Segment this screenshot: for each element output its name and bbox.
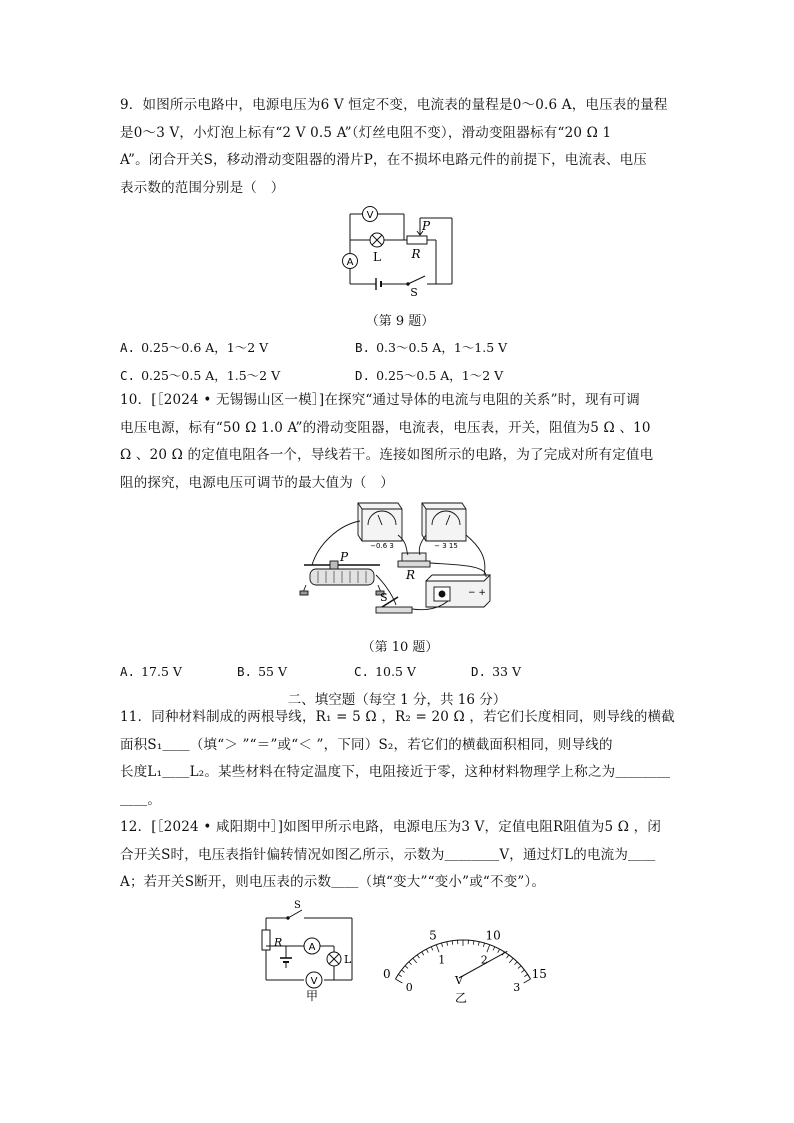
q10-apparatus-diagram xyxy=(298,495,498,630)
q12-figure-jia-label: 甲 xyxy=(305,989,319,1003)
q9-circuit-diagram xyxy=(330,200,470,299)
q12-resistor-label: R xyxy=(274,936,283,949)
dial-tick xyxy=(506,955,508,958)
option-letter: D. xyxy=(355,368,371,383)
dial-tick xyxy=(431,947,433,951)
option-letter: A. xyxy=(120,340,136,355)
q12-ammeter-label: A xyxy=(308,942,316,953)
dial-tick xyxy=(487,945,490,953)
q9-caption: （第 9 题） xyxy=(365,314,435,329)
q10-option-b[interactable] xyxy=(237,664,287,679)
q10-switch-label: S xyxy=(380,591,388,604)
question-12-text xyxy=(120,814,680,897)
q12-line: A；若开关S断开，则电压表的示数＿＿（填“变大”“变小”或“不变”）。 xyxy=(120,874,546,890)
dial-tick xyxy=(478,942,479,946)
q12-dial-unit: V xyxy=(455,974,463,987)
dial-inner-tick-label: 2 xyxy=(480,953,488,967)
q12-line: 12．[［2024 • 咸阳期中］]如图甲所示电路，电源电压为3 V，定值电阻R阻值为5 Ω ，闭 xyxy=(120,819,662,835)
option-text: 0.25～0.5 A，1～2 V xyxy=(376,368,504,383)
q10-ammeter-scale: −0.6 3 xyxy=(370,542,394,550)
option-letter: C. xyxy=(120,368,136,383)
q9-option-a[interactable] xyxy=(120,338,268,356)
q10-voltmeter-scale: − 3 15 xyxy=(434,542,458,550)
option-letter: D. xyxy=(471,664,487,679)
question-10-text xyxy=(120,387,680,497)
dial-tick xyxy=(498,949,500,953)
dial-tick xyxy=(521,970,524,972)
q10-option-a[interactable] xyxy=(120,664,182,679)
dial-tick xyxy=(524,979,531,983)
q9-switch-label: S xyxy=(410,286,418,299)
dial-tick xyxy=(509,958,513,963)
dial-outer-tick-label: 5 xyxy=(429,928,437,943)
dial-tick xyxy=(483,943,484,947)
q12-figure-yi-label: 乙 xyxy=(454,991,468,1005)
dial-inner-tick-label: 1 xyxy=(438,953,446,967)
q9-voltmeter-label: V xyxy=(366,210,374,221)
q12-switch-label: S xyxy=(294,900,301,911)
option-text: 17.5 V xyxy=(141,664,182,679)
dial-tick xyxy=(413,958,417,963)
option-letter: B. xyxy=(355,340,371,355)
q9-option-d[interactable] xyxy=(355,366,503,384)
q10-line: 电压电源，标有“50 Ω 1.0 A”的滑动变阻器，电流表，电压表，开关，阻值为5 Ω 、10 xyxy=(120,419,651,436)
dial-outer-tick-label: 0 xyxy=(382,967,391,981)
q10-slider-label: P xyxy=(340,550,349,564)
q9-option-b[interactable] xyxy=(355,338,507,356)
q12-voltmeter-dial-yi xyxy=(382,900,547,1005)
dial-tick xyxy=(398,974,401,976)
q11-line: 11．同种材料制成的两根导线，R₁ = 5 Ω ，R₂ = 20 Ω ，若它们长度相同，则导线的横截 xyxy=(120,709,675,725)
dial-outer-tick-label: 10 xyxy=(485,928,501,943)
dial-tick xyxy=(524,974,527,976)
dial-tick xyxy=(452,941,453,945)
dial-tick xyxy=(473,941,474,945)
dial-tick xyxy=(409,962,412,965)
option-text: 10.5 V xyxy=(375,664,416,679)
dial-outer-tick-label: 15 xyxy=(531,967,547,981)
q10-resistor-label: R xyxy=(406,568,416,582)
q9-line: 9．如图所示电路中，电源电压为6 V 恒定不变，电流表的量程是0～0.6 A，电压表的量程 xyxy=(120,97,668,113)
q11-line: 长度L₁＿＿L₂。某些材料在特定温度下，电阻接近于零，这种材料物理学上称之为＿＿＿＿ xyxy=(120,764,671,780)
q12-lamp-label: L xyxy=(344,953,352,966)
dial-tick xyxy=(422,952,424,955)
option-letter: A. xyxy=(120,664,136,679)
option-text: 0.3～0.5 A，1～1.5 V xyxy=(376,340,508,355)
dial-tick xyxy=(417,955,419,958)
option-text: 0.25～0.5 A，1.5～2 V xyxy=(141,368,281,383)
q10-line: 10．[［2024 • 无锡锡山区一模］]在探究“通过导体的电流与电阻的关系”时，现有可调 xyxy=(120,392,640,408)
option-text: 0.25～0.6 A，1～2 V xyxy=(141,340,269,355)
q10-caption: （第 10 题） xyxy=(361,640,439,655)
dial-tick xyxy=(402,970,405,972)
dial-tick xyxy=(442,943,443,947)
q9-line: 是0～3 V，小灯泡上标有“2 V 0.5 A”（灯丝电阻不变），滑动变阻器标有“20 Ω 1 xyxy=(120,124,612,141)
q9-lamp-label: L xyxy=(373,250,381,264)
section-title: 二、填空题（每空 1 分，共 16 分） xyxy=(287,692,507,708)
dial-inner-tick-label: 3 xyxy=(513,981,521,994)
q10-option-c[interactable] xyxy=(354,664,416,679)
dial-tick xyxy=(493,947,495,951)
option-letter: B. xyxy=(237,664,253,679)
q9-line: A”。闭合开关S，移动滑动变阻器的滑片P，在不损坏电路元件的前提下，电流表、电压 xyxy=(120,152,647,168)
dial-tick xyxy=(426,949,428,953)
q10-line: 阻的探究，电源电压可调节的最大值为（ ） xyxy=(120,474,394,491)
q9-option-c[interactable] xyxy=(120,366,280,384)
dial-tick xyxy=(447,942,448,946)
q12-circuit-jia xyxy=(258,900,368,1005)
dial-tick xyxy=(405,966,408,969)
option-text: 33 V xyxy=(492,664,521,679)
q10-line: Ω 、20 Ω 的定值电阻各一个，导线若干。连接如图所示的电路，为了完成对所有定值电 xyxy=(120,447,654,463)
q10-power-terminals: − + xyxy=(468,588,486,598)
dial-inner-tick-label: 0 xyxy=(405,981,413,994)
q9-ammeter-label: A xyxy=(346,257,354,268)
dial-tick xyxy=(395,979,402,983)
dial-tick xyxy=(514,962,517,965)
q9-line: 表示数的范围分别是（ ） xyxy=(120,179,285,196)
question-11-text xyxy=(120,704,680,814)
q12-line: 合开关S时，电压表指针偏转情况如图乙所示，示数为＿＿＿＿V，通过灯L的电流为＿＿ xyxy=(120,846,656,863)
q11-line: 面积S₁＿＿（填“＞ ”“＝”或“＜ ”，下同）S₂，若它们的横截面积相同，则导线的 xyxy=(120,736,613,753)
dial-tick xyxy=(518,966,521,969)
q9-slider-label: P xyxy=(421,219,431,233)
option-text: 55 V xyxy=(258,664,287,679)
q9-resistor-label: R xyxy=(411,247,421,261)
q12-voltmeter-label: V xyxy=(310,976,318,987)
q10-option-d[interactable] xyxy=(471,664,521,679)
question-9-text xyxy=(120,92,680,202)
q11-line: ＿＿。 xyxy=(120,791,162,808)
dial-tick xyxy=(436,945,439,953)
option-letter: C. xyxy=(354,664,370,679)
